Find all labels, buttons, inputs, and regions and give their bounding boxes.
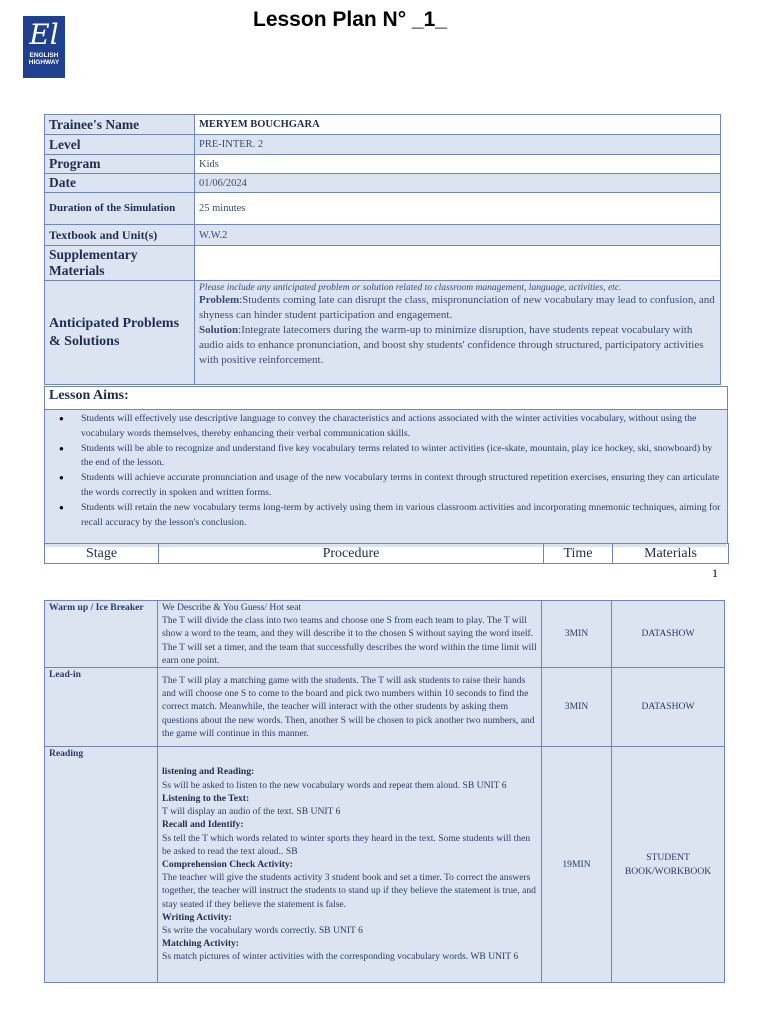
solution-paragraph bbox=[199, 323, 716, 368]
activity-text: Ss match pictures of winter activities with the corresponding vocabulary words. WB UNIT 6 bbox=[162, 951, 519, 963]
materials-cell: DATASHOW bbox=[612, 601, 725, 668]
time-cell: 19MIN bbox=[542, 747, 612, 983]
trainee-info-table bbox=[44, 114, 721, 385]
activity-heading bbox=[162, 765, 537, 778]
supplementary-value bbox=[195, 246, 721, 281]
problem-text: :Students coming late can disrupt the class, mispronunciation of new vocabulary may lead to confusion, and shyness can hinder student participation and engagement. bbox=[199, 294, 715, 321]
aim-item: ● Students will achieve accurate pronunciation and usage of the new vocabulary terms in context through structured repetition exercises, ensuring they can articulate the words correctly in spoken and written forms. bbox=[81, 471, 723, 501]
procedure-text: The T will divide the class into two teams and choose one S from each team to play. The T will show a word to the team, and they will describe it to the chosen S without saying the word itself. The T will set a timer, and the team that successfully describes the word within the time limit will earn one point. bbox=[162, 615, 537, 666]
activity-heading-text: Writing Activity: bbox=[162, 911, 232, 923]
textbook-value: W.W.2 bbox=[195, 225, 721, 246]
logo-glyph: El bbox=[29, 18, 59, 51]
time-cell: 3MIN bbox=[542, 601, 612, 668]
activity-text: Ss write the vocabulary words correctly. SB UNIT 6 bbox=[162, 924, 363, 936]
activity-heading bbox=[162, 792, 537, 805]
level-label: Level bbox=[45, 135, 195, 155]
date-row bbox=[45, 174, 721, 193]
textbook-row bbox=[45, 225, 721, 246]
duration-row bbox=[45, 193, 721, 225]
anticipated-note: Please include any anticipated problem or solution related to classroom management, language, activities, etc. bbox=[199, 283, 622, 293]
activity-heading bbox=[162, 858, 537, 871]
solution-text: :Integrate latecomers during the warm-up to minimize disruption, have students repeat vocabulary with audio aids to enhance pronunciation, and boost shy students' confidence through structured, participatory activities with positive reinforcement. bbox=[199, 324, 704, 366]
stage-cell: Lead-in bbox=[45, 668, 158, 747]
activity-heading-text: Comprehension Check Activity: bbox=[162, 858, 293, 870]
trainee-value: MERYEM BOUCHGARA bbox=[195, 115, 721, 135]
activity-heading bbox=[162, 911, 537, 924]
procedure-cell bbox=[158, 601, 542, 668]
program-label: Program bbox=[45, 155, 195, 174]
activity-heading-text: Listening to the Text: bbox=[162, 792, 250, 804]
procedure-title: We Describe & You Guess/ Hot seat bbox=[162, 602, 302, 613]
stage-cell: Warm up / Ice Breaker bbox=[45, 601, 158, 668]
duration-value: 25 minutes bbox=[195, 193, 721, 225]
materials-cell: STUDENT BOOK/WORKBOOK bbox=[612, 747, 725, 983]
procedure-table bbox=[44, 600, 725, 983]
stage-cell: Reading bbox=[45, 747, 158, 983]
solution-label: Solution bbox=[199, 324, 239, 336]
activity-heading-text: Recall and Identify: bbox=[162, 819, 244, 831]
table-row bbox=[45, 668, 725, 747]
activity-text: T will display an audio of the text. SB UNIT 6 bbox=[162, 806, 341, 818]
lesson-aims-list bbox=[81, 412, 723, 530]
logo-line1: ENGLISH bbox=[29, 52, 59, 59]
procedure-header-row bbox=[45, 544, 729, 564]
lesson-aims-body bbox=[45, 410, 727, 547]
problem-label: Problem bbox=[199, 294, 240, 306]
anticipated-label: Anticipated Problems & Solutions bbox=[45, 281, 195, 385]
procedure-cell bbox=[158, 747, 542, 983]
table-row bbox=[45, 747, 725, 983]
program-value: Kids bbox=[195, 155, 721, 174]
stage-column-header: Stage bbox=[45, 544, 159, 564]
procedure-cell bbox=[158, 668, 542, 747]
activity-text: The teacher will give the students activity 3 student book and set a timer. To correct the answers together, the teacher will instruct the students to stand up if they believe the statement is true, and stay seated if they believe the statement is false. bbox=[162, 872, 536, 910]
procedure-text: The T will play a matching game with the students. The T will ask students to raise their hands and will choose one S to come to the board and pick two numbers within 10 seconds to find the correct match. Meanwhile, the teacher will interact with the other students by asking them questions about the new words. Then, another S will be chosen to pick another two numbers, and the game will continue in this manner. bbox=[162, 675, 535, 739]
procedure-column-header: Procedure bbox=[159, 544, 544, 564]
trainee-row bbox=[45, 115, 721, 135]
problem-paragraph bbox=[199, 293, 716, 323]
aim-item: ● Students will effectively use descriptive language to convey the characteristics and actions associated with the winter activities vocabulary, without using the vocabulary words themselves, thereby enhancing their verbal communication skills. bbox=[81, 412, 723, 442]
page-number: 1 bbox=[712, 566, 718, 580]
lesson-aims-section bbox=[44, 386, 728, 544]
logo-line2: HIGHWAY bbox=[28, 59, 60, 66]
activity-text: Ss will be asked to listen to the new vocabulary words and repeat them aloud. SB UNIT 6 bbox=[162, 779, 507, 791]
time-column-header: Time bbox=[544, 544, 613, 564]
level-row bbox=[45, 135, 721, 155]
procedure-header-table bbox=[44, 543, 729, 564]
duration-label: Duration of the Simulation bbox=[45, 193, 195, 225]
activity-heading-text: Matching Activity: bbox=[162, 938, 240, 950]
anticipated-content bbox=[195, 281, 721, 385]
date-value: 01/06/2024 bbox=[195, 174, 721, 193]
textbook-label: Textbook and Unit(s) bbox=[45, 225, 195, 246]
time-cell: 3MIN bbox=[542, 668, 612, 747]
trainee-label: Trainee's Name bbox=[45, 115, 195, 135]
activity-heading-text: listening and Reading: bbox=[162, 766, 255, 778]
supplementary-row bbox=[45, 246, 721, 281]
materials-column-header: Materials bbox=[613, 544, 729, 564]
aim-item: ● Students will be able to recognize and understand five key vocabulary terms related to winter activities (ice-skate, mountain, play ice hockey, ski, snowboard) by the end of the lesson. bbox=[81, 442, 723, 472]
activity-text: Ss tell the T which words related to winter sports they heard in the text. Some students will then be asked to read the text aloud.. SB bbox=[162, 832, 531, 857]
activity-heading bbox=[162, 818, 537, 831]
aim-item: ● Students will retain the new vocabulary terms long-term by actively using them in various classroom activities and incorporating mnemonic techniques, aiming for recall accuracy by the lesson's conclusion. bbox=[81, 501, 723, 531]
page-title: Lesson Plan N° _1_ bbox=[253, 8, 447, 31]
program-row bbox=[45, 155, 721, 174]
materials-cell: DATASHOW bbox=[612, 668, 725, 747]
supplementary-label: Supplementary Materials bbox=[45, 246, 195, 281]
table-row bbox=[45, 601, 725, 668]
level-value: PRE-INTER. 2 bbox=[195, 135, 721, 155]
anticipated-row bbox=[45, 281, 721, 385]
activity-heading bbox=[162, 937, 537, 950]
date-label: Date bbox=[45, 174, 195, 193]
lesson-aims-heading: Lesson Aims: bbox=[45, 387, 727, 410]
